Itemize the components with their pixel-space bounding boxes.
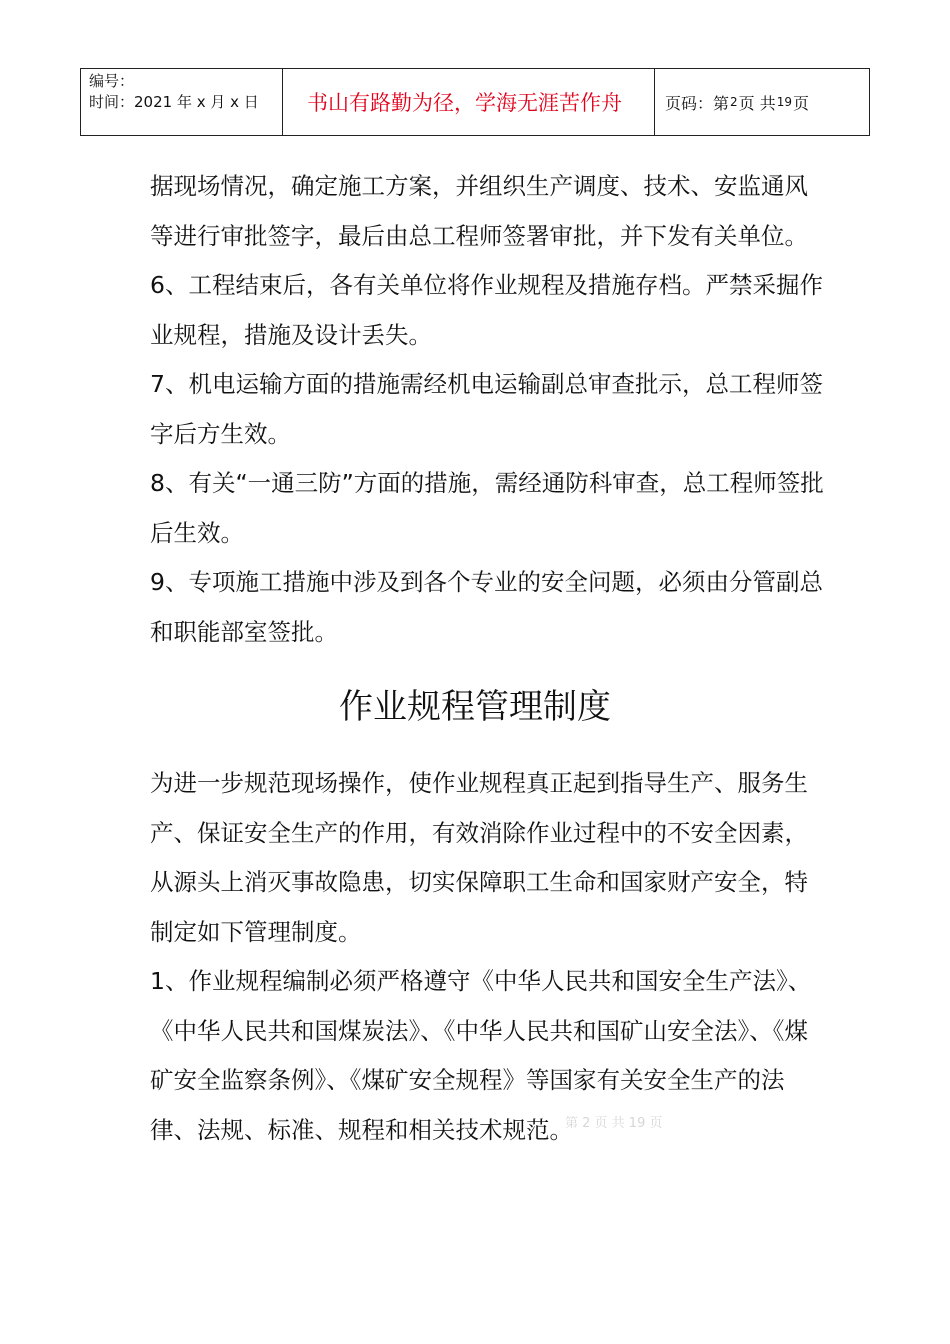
page-mid: 页 共 [738, 93, 776, 113]
paragraph: 9、专项施工措施中涉及到各个专业的安全问题，必须由分管副总和职能部室签批。 [150, 568, 823, 646]
paragraph: 7、机电运输方面的措施需经机电运输副总审查批示，总工程师签字后方生效。 [150, 370, 823, 448]
paragraph: 8、有关“一通三防”方面的措施，需经通防科审查，总工程师签批后生效。 [150, 469, 824, 547]
paragraph: 为进一步规范现场操作，使作业规程真正起到指导生产、服务生产、保证安全生产的作用，有效消除作业过程中的不安全因素，从源头上消灭事故隐患，切实保障职工生命和国家财产安全，特制定如下管理制度。 [150, 769, 808, 946]
header-motto: 书山有路勤为径，学海无涯苦作舟 [283, 69, 655, 135]
page-number [655, 69, 869, 135]
watermark: 第 2 页 共 19 页 [565, 1116, 663, 1131]
paragraph: 1、作业规程编制必须严格遵守《中华人民共和国安全生产法》、《中华人民共和国煤炭法》、《中华人民共和国矿山安全法》、《煤矿安全监察条例》、《煤矿安全规程》等国家有关安全生产的法律、法规、标准、规程和相关技术规范。 [150, 967, 812, 1144]
page-total: 19 [776, 95, 793, 109]
paragraph: 据现场情况，确定施工方案，并组织生产调度、技术、安监通风等进行审批签字，最后由总工程师签署审批，并下发有关单位。 [150, 172, 808, 250]
paragraph: 6、工程结束后，各有关单位将作业规程及措施存档。严禁采掘作业规程，措施及设计丢失。 [150, 271, 823, 349]
document-body [150, 162, 830, 1155]
header-meta [81, 69, 283, 135]
page-header [80, 68, 870, 136]
time-label: 时间：2021 年 x 月 x 日 [89, 93, 259, 111]
number-label: 编号： [89, 72, 135, 90]
section-title: 作业规程管理制度 [339, 687, 611, 727]
page-suffix: 页 [793, 93, 810, 113]
page-prefix: 页码：第 [665, 93, 730, 113]
page-current: 2 [730, 95, 738, 109]
